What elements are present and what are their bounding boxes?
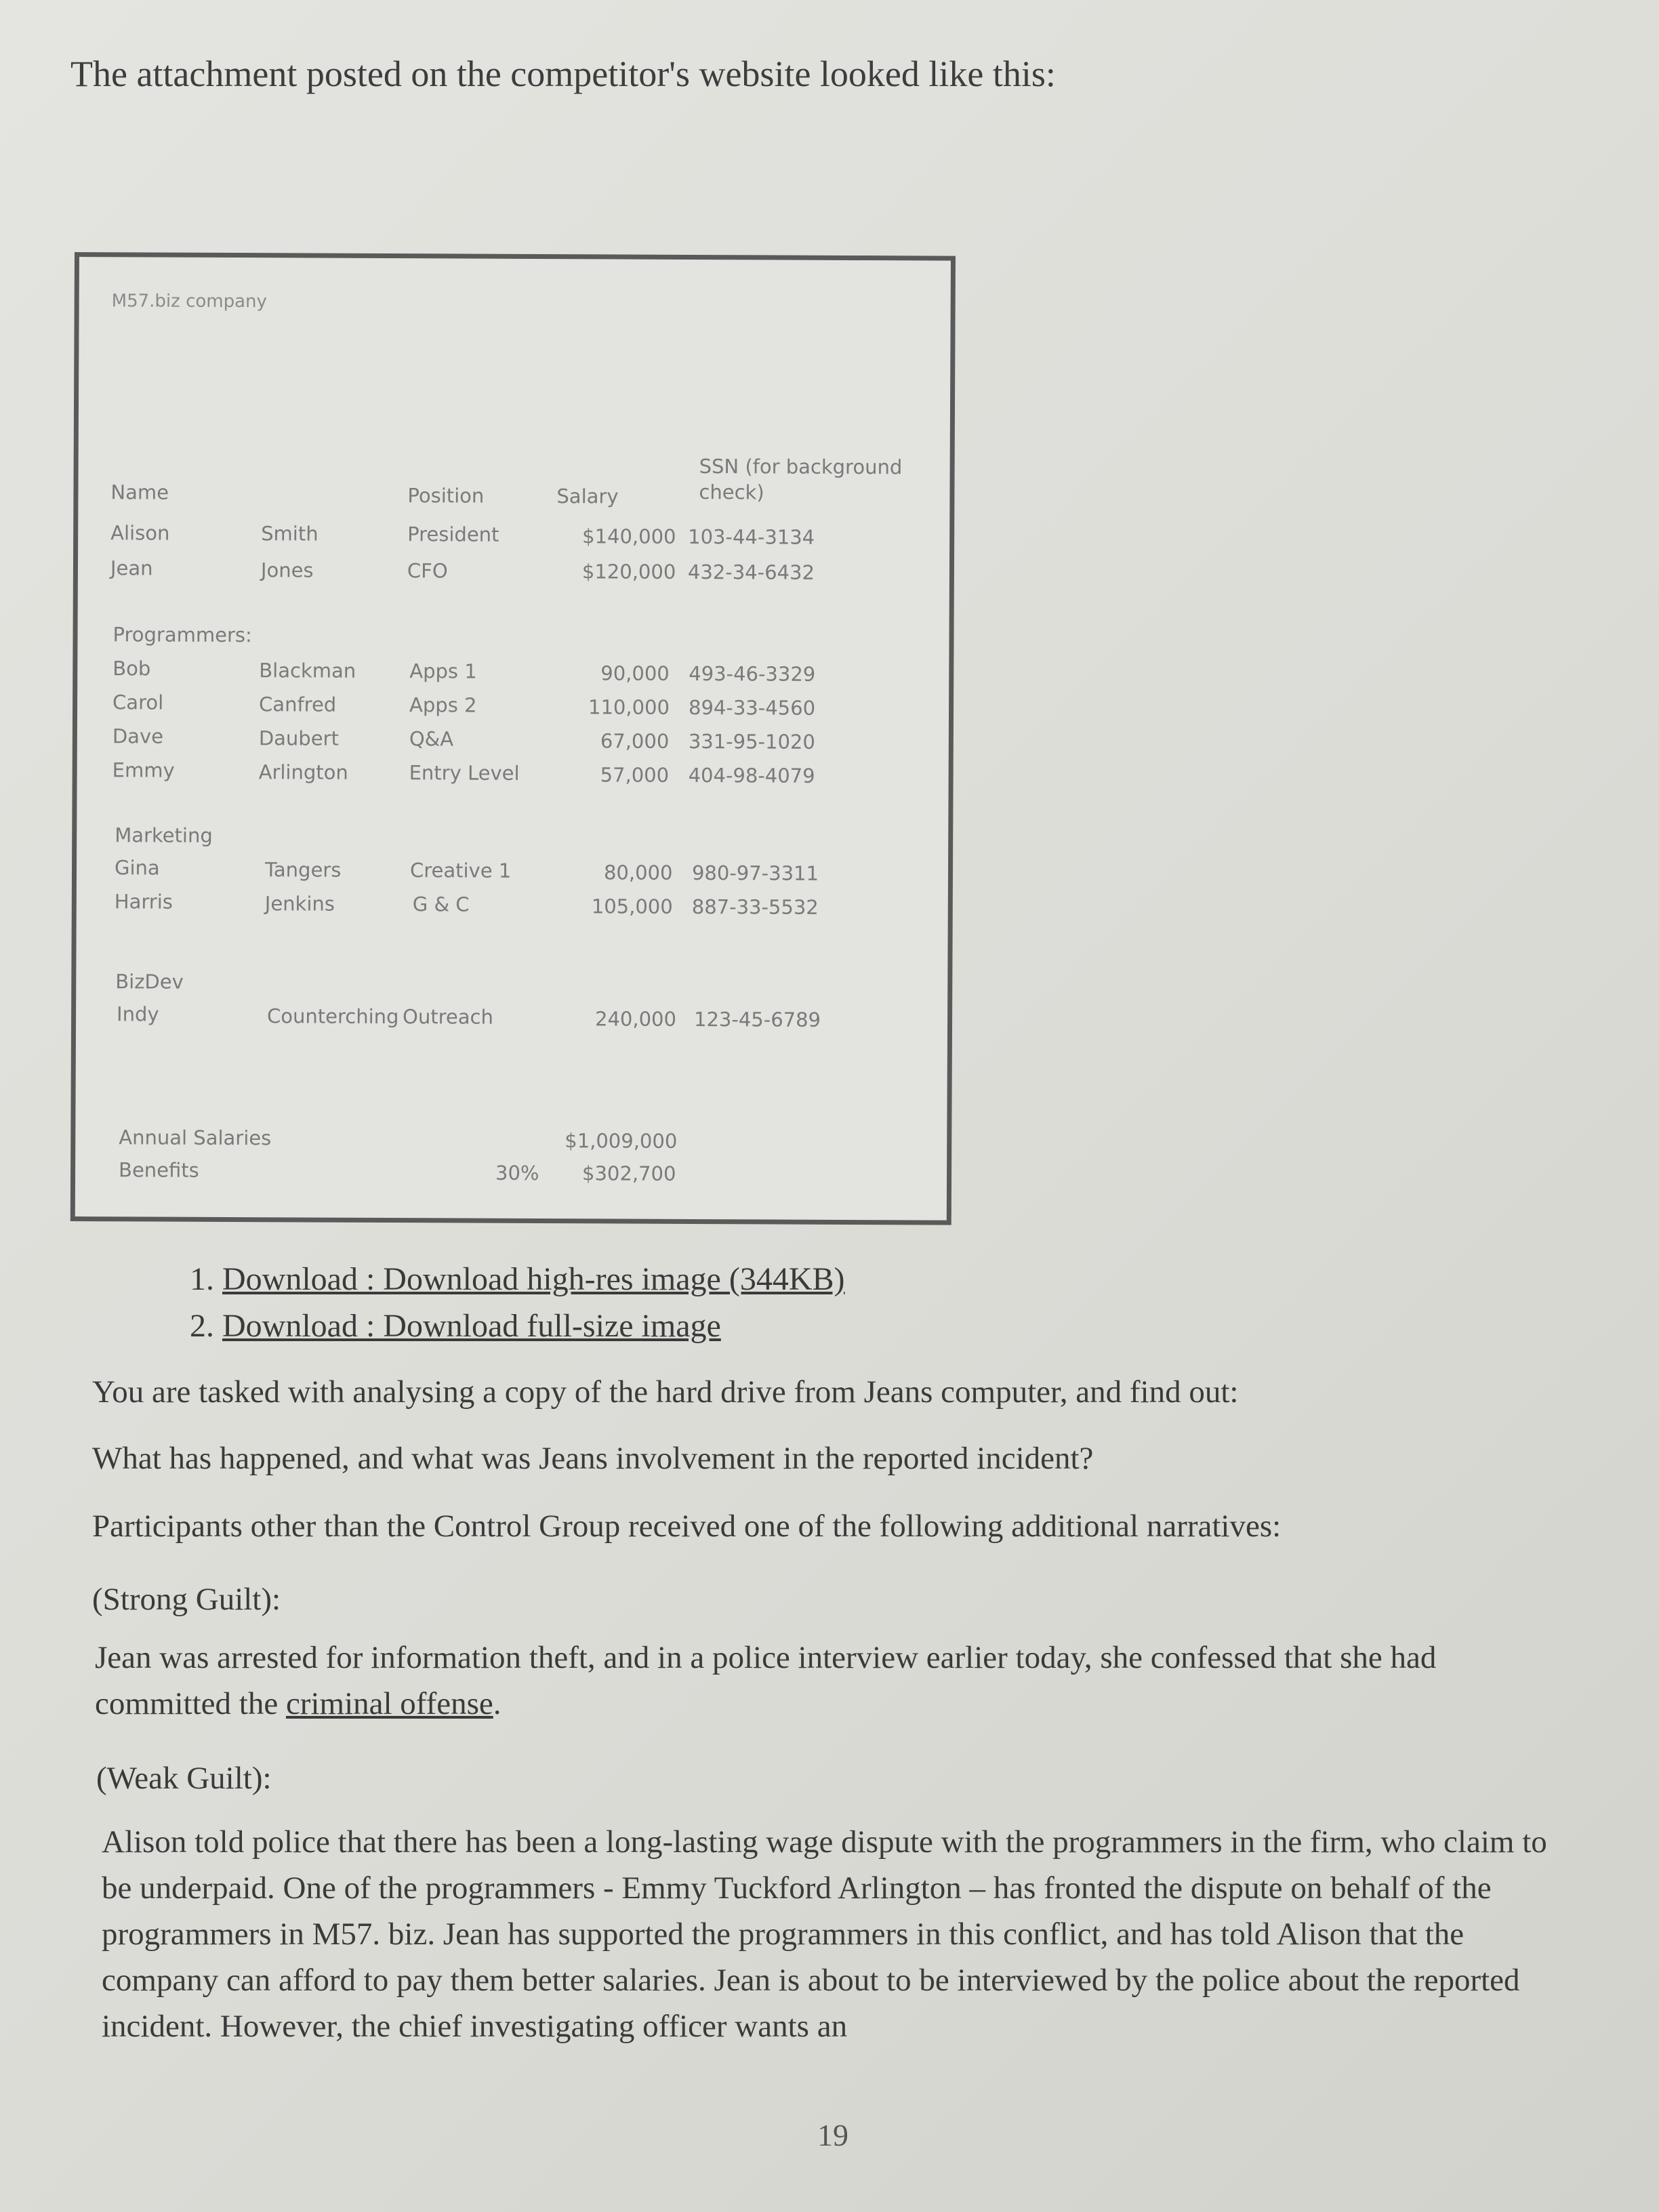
salary-sheet [75,257,951,1221]
first-name: Jean [110,556,153,580]
ssn: 123-45-6789 [693,1007,821,1031]
position: President [407,523,499,546]
last-name: Jones [260,558,314,582]
first-name: Indy [117,1002,159,1026]
download-full-size-link[interactable]: Download : Download full-size image [222,1308,721,1344]
position: Apps 1 [409,659,477,683]
benefits-value: $302,700 [582,1162,676,1185]
list-number: 1. [190,1261,214,1297]
header-ssn-line1: SSN (for background [699,455,903,479]
last-name: Smith [261,522,319,546]
strong-guilt-end: . [493,1686,501,1721]
download-item [190,1307,845,1345]
salary: 110,000 [588,695,670,719]
task-paragraph: You are tasked with analysing a copy of the hard drive from Jeans computer, and find out: [92,1374,1239,1410]
last-name: Blackman [259,659,356,682]
first-name: Dave [112,724,164,748]
first-name: Carol [112,691,164,714]
last-name: Daubert [258,726,339,750]
benefits-percent: 30% [495,1161,539,1185]
salary: 240,000 [594,1007,677,1031]
ssn: 331-95-1020 [688,729,815,754]
last-name: Counterching [267,1004,399,1029]
weak-guilt-heading: (Weak Guilt): [96,1761,272,1796]
last-name: Jenkins [264,892,335,916]
salary: 57,000 [600,763,670,787]
position: CFO [407,559,448,583]
ssn: 887-33-5532 [691,895,819,919]
ssn: 980-97-3311 [691,861,819,885]
strong-guilt-paragraph [95,1635,1572,1727]
first-name: Gina [114,856,160,880]
ssn: 894-33-4560 [689,695,816,720]
salary: 90,000 [600,661,670,685]
ssn: 432-34-6432 [687,560,815,584]
annual-salaries-value: $1,009,000 [565,1129,678,1153]
ssn: 103-44-3134 [688,525,815,549]
header-position: Position [407,484,485,508]
header-name: Name [110,480,169,504]
benefits-label: Benefits [119,1158,199,1182]
position: G & C [412,893,470,916]
download-high-res-link[interactable]: Download : Download high-res image (344KB) [222,1261,845,1297]
marketing-label: Marketing [115,823,213,847]
download-links [153,1261,845,1354]
header-salary: Salary [556,485,619,508]
strong-guilt-heading: (Strong Guilt): [92,1582,281,1617]
question-paragraph: What has happened, and what was Jeans involvement in the reported incident? [92,1441,1094,1476]
participants-paragraph: Participants other than the Control Group received one of the following additional narratives: [92,1509,1282,1544]
header-ssn-line2: check) [699,480,764,504]
strong-guilt-text: Jean was arrested for information theft, and in a police interview earlier today, she confessed that she had committed the [95,1640,1437,1721]
salary: $140,000 [582,525,676,548]
intro-text: The attachment posted on the competitor's website looked like this: [70,54,1056,94]
position: Apps 2 [409,693,477,717]
salary: 105,000 [591,895,673,918]
company-name: M57.biz company [111,291,268,312]
bizdev-label: BizDev [115,970,184,994]
salary: $120,000 [581,560,676,583]
last-name: Arlington [258,760,348,784]
position: Outreach [403,1005,493,1029]
first-name: Emmy [112,758,175,782]
position: Entry Level [409,761,520,785]
annual-salaries-label: Annual Salaries [119,1126,272,1150]
first-name: Alison [110,521,170,545]
salary: 67,000 [600,729,670,753]
first-name: Bob [112,657,151,680]
last-name: Canfred [259,693,337,716]
last-name: Tangers [264,858,342,882]
download-item [190,1261,845,1298]
first-name: Harris [114,890,173,914]
attachment-image [70,252,956,1225]
list-number: 2. [190,1308,214,1344]
position: Q&A [409,727,454,751]
salary: 80,000 [603,861,673,884]
criminal-offense-link[interactable]: criminal offense [285,1686,493,1721]
position: Creative 1 [409,859,512,882]
page-number: 19 [817,2118,848,2152]
ssn: 493-46-3329 [689,661,816,686]
weak-guilt-paragraph: Alison told police that there has been a long-lasting wage dispute with the programmers in the firm, who claim to be underpaid. One of the programmers - Emmy Tuckford Arlington – has fronted the dispute on behalf of the programmers in M57. biz. Jean has supported the programmers in this conflict, and has told Alison that the company can afford to pay them better salaries. Jean is about to be interviewed by the police about the reported incident. However, the chief investigating officer wants an [102,1824,1547,2044]
ssn: 404-98-4079 [688,763,815,787]
programmers-label: Programmers: [112,623,252,647]
